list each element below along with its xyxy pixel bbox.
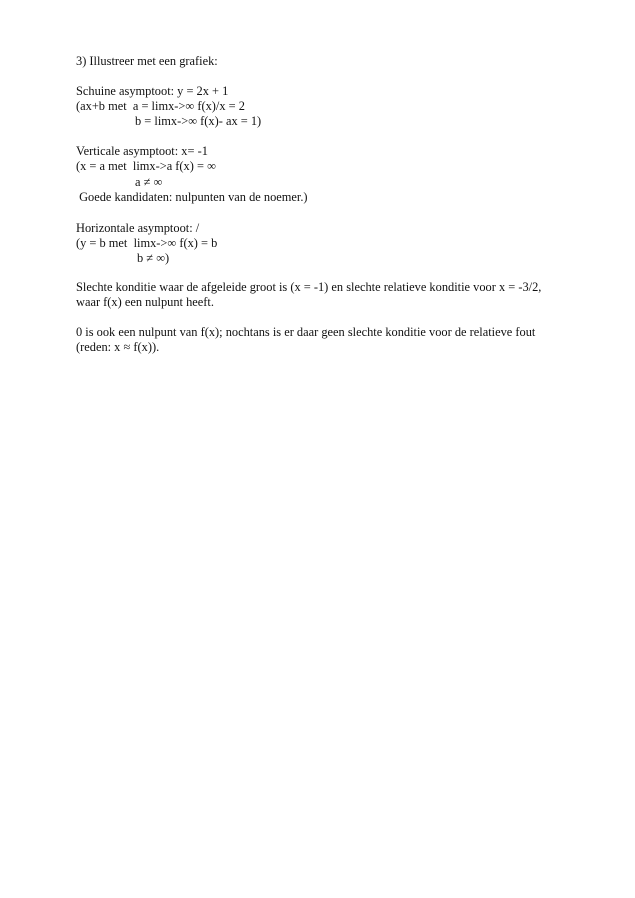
conditioning-paragraph-line-2: waar f(x) een nulpunt heeft.	[76, 295, 214, 309]
horizontal-asymptote-line-b: b ≠ ∞)	[137, 251, 170, 265]
vertical-asymptote-line-c: Goede kandidaten: nulpunten van de noemer.)	[76, 190, 308, 204]
heading: 3) Illustreer met een grafiek:	[76, 54, 218, 68]
oblique-asymptote-title: Schuine asymptoot: y = 2x + 1	[76, 84, 229, 98]
conditioning-paragraph-line-1: Slechte konditie waar de afgeleide groot is (x = -1) en slechte relatieve konditie voor x = -3/2,	[76, 280, 542, 294]
vertical-asymptote-line-a: (x = a met limx->a f(x) = ∞	[76, 159, 216, 173]
oblique-asymptote-line-b: b = limx->∞ f(x)- ax = 1)	[135, 114, 262, 128]
oblique-asymptote-line-a: (ax+b met a = limx->∞ f(x)/x = 2	[76, 99, 245, 113]
zero-paragraph-line-2: (reden: x ≈ f(x)).	[76, 340, 160, 354]
zero-paragraph-line-1: 0 is ook een nulpunt van f(x); nochtans is er daar geen slechte konditie voor de relatieve fout	[76, 325, 536, 339]
vertical-asymptote-title: Verticale asymptoot: x= -1	[76, 144, 208, 158]
vertical-asymptote-line-b: a ≠ ∞	[135, 175, 163, 189]
horizontal-asymptote-title: Horizontale asymptoot: /	[76, 221, 200, 235]
horizontal-asymptote-line-a: (y = b met limx->∞ f(x) = b	[76, 236, 218, 250]
